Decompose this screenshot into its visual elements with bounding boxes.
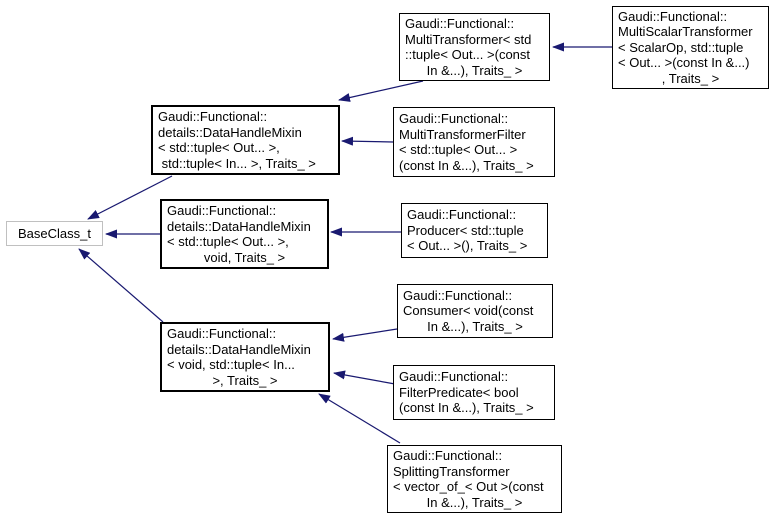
node-label-line: < std::tuple< Out... >, xyxy=(167,234,289,249)
node-label-line: ::tuple< Out... >(const xyxy=(405,47,531,62)
edge-dhm-void-in-to-baseclass xyxy=(79,249,163,322)
node-label-line: < void, std::tuple< In... xyxy=(167,357,295,372)
node-filterpredicate[interactable] xyxy=(393,365,555,420)
node-label-line: < std::tuple< Out... > xyxy=(399,142,518,157)
node-label-line: MultiTransformerFilter xyxy=(399,126,526,142)
edge-multitransformerfilter-to-dhm-out-in xyxy=(342,141,393,142)
node-label-line: Gaudi::Functional:: xyxy=(403,287,513,303)
node-label-line: FilterPredicate< bool xyxy=(399,384,519,400)
node-multitransformer[interactable] xyxy=(399,13,550,81)
node-label-line: < vector_of_< Out >(const xyxy=(393,479,544,494)
node-label-line: MultiTransformer< std xyxy=(405,31,532,47)
node-label-line: Consumer< void(const xyxy=(403,303,534,319)
edge-filterpredicate-to-dhm-void-in xyxy=(334,373,395,384)
node-label-line: >, Traits_ > xyxy=(212,372,278,388)
node-label-line: details::DataHandleMixin xyxy=(167,218,311,234)
node-label-line: (const In &...), Traits_ > xyxy=(399,400,534,416)
edge-multitransformer-to-dhm-out-in xyxy=(339,81,423,100)
node-datahandlemixin-out-in[interactable] xyxy=(151,105,340,175)
node-label-line: void, Traits_ > xyxy=(203,249,286,265)
node-baseclass-t[interactable] xyxy=(6,221,103,246)
node-label-line: Gaudi::Functional:: xyxy=(405,16,515,31)
node-multitransformerfilter[interactable] xyxy=(393,107,555,177)
node-label-line: Producer< std::tuple xyxy=(407,222,524,238)
edge-consumer-to-dhm-void-in xyxy=(333,329,397,339)
node-label-line: MultiScalarTransformer xyxy=(618,24,753,40)
node-label-line: std::tuple< In... >, Traits_ > xyxy=(158,155,316,171)
node-label-line: In &...), Traits_ > xyxy=(427,318,523,334)
node-label-line: SplittingTransformer xyxy=(393,463,510,479)
node-label-line: details::DataHandleMixin xyxy=(158,124,302,140)
node-datahandlemixin-out-void[interactable] xyxy=(160,199,329,269)
node-label-line: Gaudi::Functional:: xyxy=(167,203,277,218)
node-label-line: (const In &...), Traits_ > xyxy=(399,157,534,173)
node-label-line: < std::tuple< Out... >, xyxy=(158,140,280,155)
node-label-line: Gaudi::Functional:: xyxy=(158,109,268,124)
node-label-line: Gaudi::Functional:: xyxy=(618,8,728,24)
node-consumer[interactable] xyxy=(397,284,553,338)
node-producer[interactable] xyxy=(401,203,548,258)
node-label-line: details::DataHandleMixin xyxy=(167,341,311,357)
node-label-line: < Out... >(), Traits_ > xyxy=(407,238,528,254)
node-label-line: In &...), Traits_ > xyxy=(426,494,523,510)
node-multiscalartransformer[interactable] xyxy=(612,6,769,89)
node-label-line: , Traits_ > xyxy=(661,70,720,86)
node-label-line: Gaudi::Functional:: xyxy=(167,326,277,341)
node-label-line: < ScalarOp, std::tuple xyxy=(618,39,744,55)
node-label-line: Gaudi::Functional:: xyxy=(399,111,509,126)
node-label-line: < Out... >(const In &...) xyxy=(618,55,750,71)
node-label-line: In &...), Traits_ > xyxy=(426,62,523,78)
edge-splittingtransformer-to-dhm-void-in xyxy=(319,394,400,443)
node-label-line: Gaudi::Functional:: xyxy=(393,448,503,463)
node-datahandlemixin-void-in[interactable] xyxy=(160,322,330,392)
node-label-line: Gaudi::Functional:: xyxy=(407,207,517,223)
node-label-line: BaseClass_t xyxy=(18,225,91,241)
node-splittingtransformer[interactable] xyxy=(387,445,562,513)
node-label-line: Gaudi::Functional:: xyxy=(399,369,509,385)
